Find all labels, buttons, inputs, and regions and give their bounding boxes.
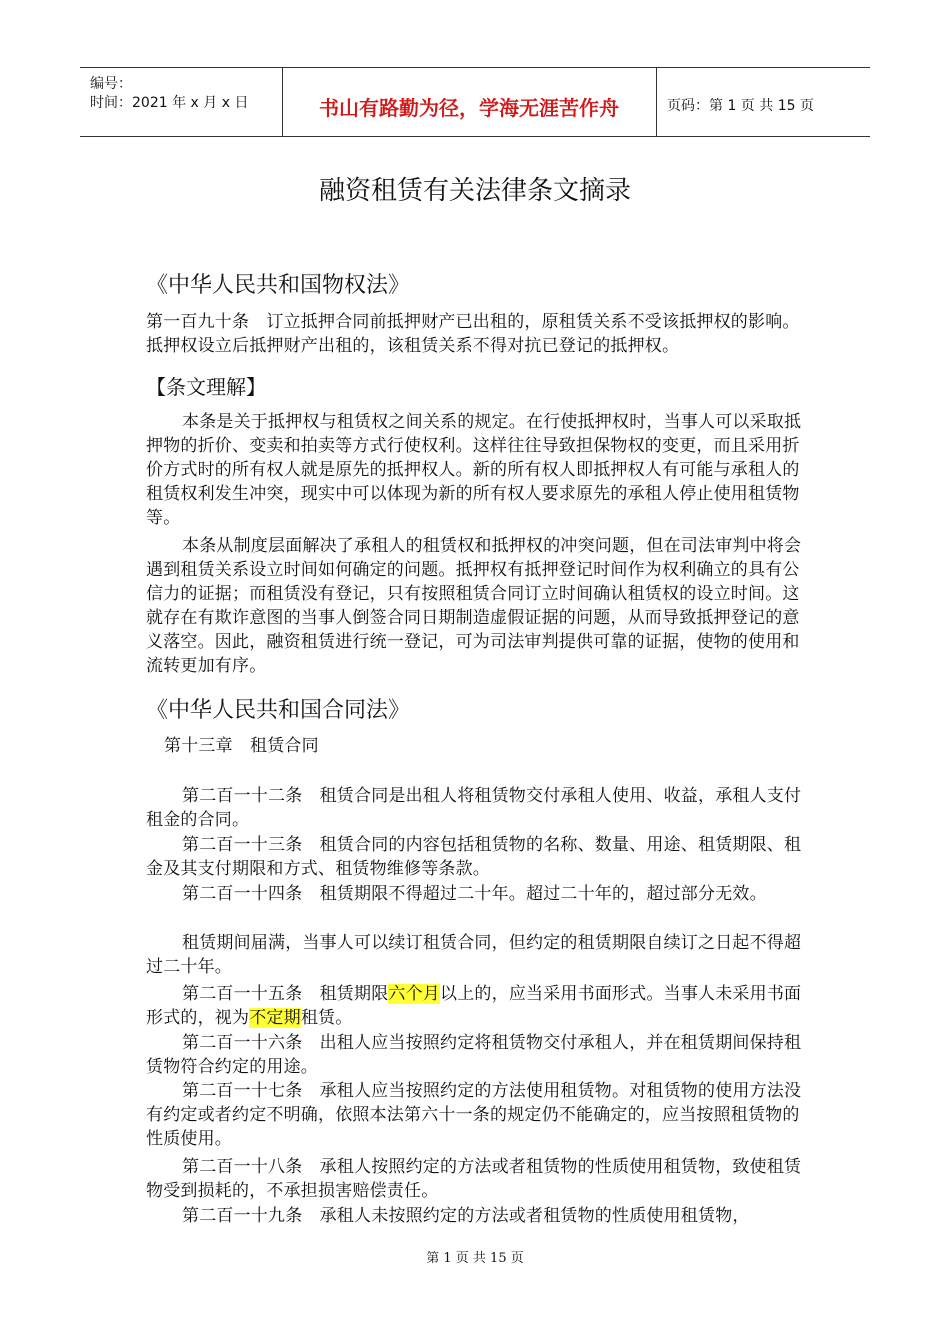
understanding-heading: 【条文理解】 xyxy=(146,375,266,399)
article-214-para-2: 租赁期间届满，当事人可以续订租赁合同，但约定的租赁期限自续订之日起不得超过二十年。 xyxy=(146,933,802,977)
header-page-cell xyxy=(657,68,870,136)
understanding-paragraph-2: 本条从制度层面解决了承租人的租赁权和抵押权的冲突问题，但在司法审判中将会遇到租赁关系设立时间如何确定的问题。抵押权有抵押登记时间作为权利确立的具有公信力的证据；而租赁没有登记，只有按照租赁合同订立时间确认租赁权的设立时间。这就存在有欺诈意图的当事人倒签合同日期制造虚假证据的问题，从而导致抵押登记的意义落空。因此，融资租赁进行统一登记，可为司法审判提供可靠的证据，使物的使用和流转更加有序。 xyxy=(146,536,802,676)
header-info-cell xyxy=(80,68,283,136)
article-218: 第二百一十八条 承租人按照约定的方法或者租赁物的性质使用租赁物，致使租赁物受到损耗的，不承担损害赔偿责任。 xyxy=(146,1157,802,1201)
article-219: 第二百一十九条 承租人未按照约定的方法或者租赁物的性质使用租赁物， xyxy=(182,1206,750,1226)
section-title-property-law: 《中华人民共和国物权法》 xyxy=(146,273,411,298)
article-212: 第二百一十二条 租赁合同是出租人将租赁物交付承租人使用、收益，承租人支付租金的合同。 xyxy=(146,786,802,830)
article-215-part-c: 租赁。 xyxy=(300,1008,353,1028)
document-title: 融资租赁有关法律条文摘录 xyxy=(318,176,631,206)
article-217: 第二百一十七条 承租人应当按照约定的方法使用租赁物。对租赁物的使用方法没有约定或者约定不明确，依照本法第六十一条的规定仍不能确定的，应当按照租赁物的性质使用。 xyxy=(146,1081,802,1149)
article-216: 第二百一十六条 出租人应当按照约定将租赁物交付承租人，并在租赁期间保持租赁物符合约定的用途。 xyxy=(146,1033,802,1077)
article-215 xyxy=(146,982,806,1030)
motto-text: 书山有路勤为径，学海无涯苦作舟 xyxy=(319,96,619,120)
header-motto-cell xyxy=(282,68,657,136)
page-footer: 第 1 页 共 15 页 xyxy=(426,1251,524,1266)
understanding-paragraph-1: 本条是关于抵押权与租赁权之间关系的规定。在行使抵押权时，当事人可以采取抵押物的折价、变卖和拍卖等方式行使权利。这样往往导致担保物权的变更，而且采用折价方式时的所有权人就是原先的抵押权人。新的所有权人即抵押权人有可能与承租人的租赁权利发生冲突，现实中可以体现为新的所有权人要求原先的承租人停止使用租赁物等。 xyxy=(146,412,802,528)
article-215-part-b: 以上的，应当采用书面形式。当事人未采用书面形式的，视为 xyxy=(146,984,802,1028)
highlight-indefinite: 不定期 xyxy=(249,1008,301,1028)
page-info: 页码：第 1 页 共 15 页 xyxy=(667,98,814,114)
highlight-six-months: 六个月 xyxy=(388,984,441,1004)
chapter-13-heading: 第十三章 租赁合同 xyxy=(164,736,319,756)
article-215-part-a: 第二百一十五条 租赁期限 xyxy=(182,984,389,1004)
article-213: 第二百一十三条 租赁合同的内容包括租赁物的名称、数量、用途、租赁期限、租金及其支付期限和方式、租赁物维修等条款。 xyxy=(146,835,802,879)
article-190: 第一百九十条 订立抵押合同前抵押财产已出租的，原租赁关系不受该抵押权的影响。抵押权设立后抵押财产出租的，该租赁关系不得对抗已登记的抵押权。 xyxy=(146,312,800,356)
article-214: 第二百一十四条 租赁期限不得超过二十年。超过二十年的，超过部分无效。 xyxy=(182,884,767,904)
section-title-contract-law: 《中华人民共和国合同法》 xyxy=(146,698,411,723)
header-table xyxy=(80,67,870,137)
number-label: 编号： xyxy=(90,76,132,92)
time-label: 时间：2021 年 x 月 x 日 xyxy=(90,95,249,111)
